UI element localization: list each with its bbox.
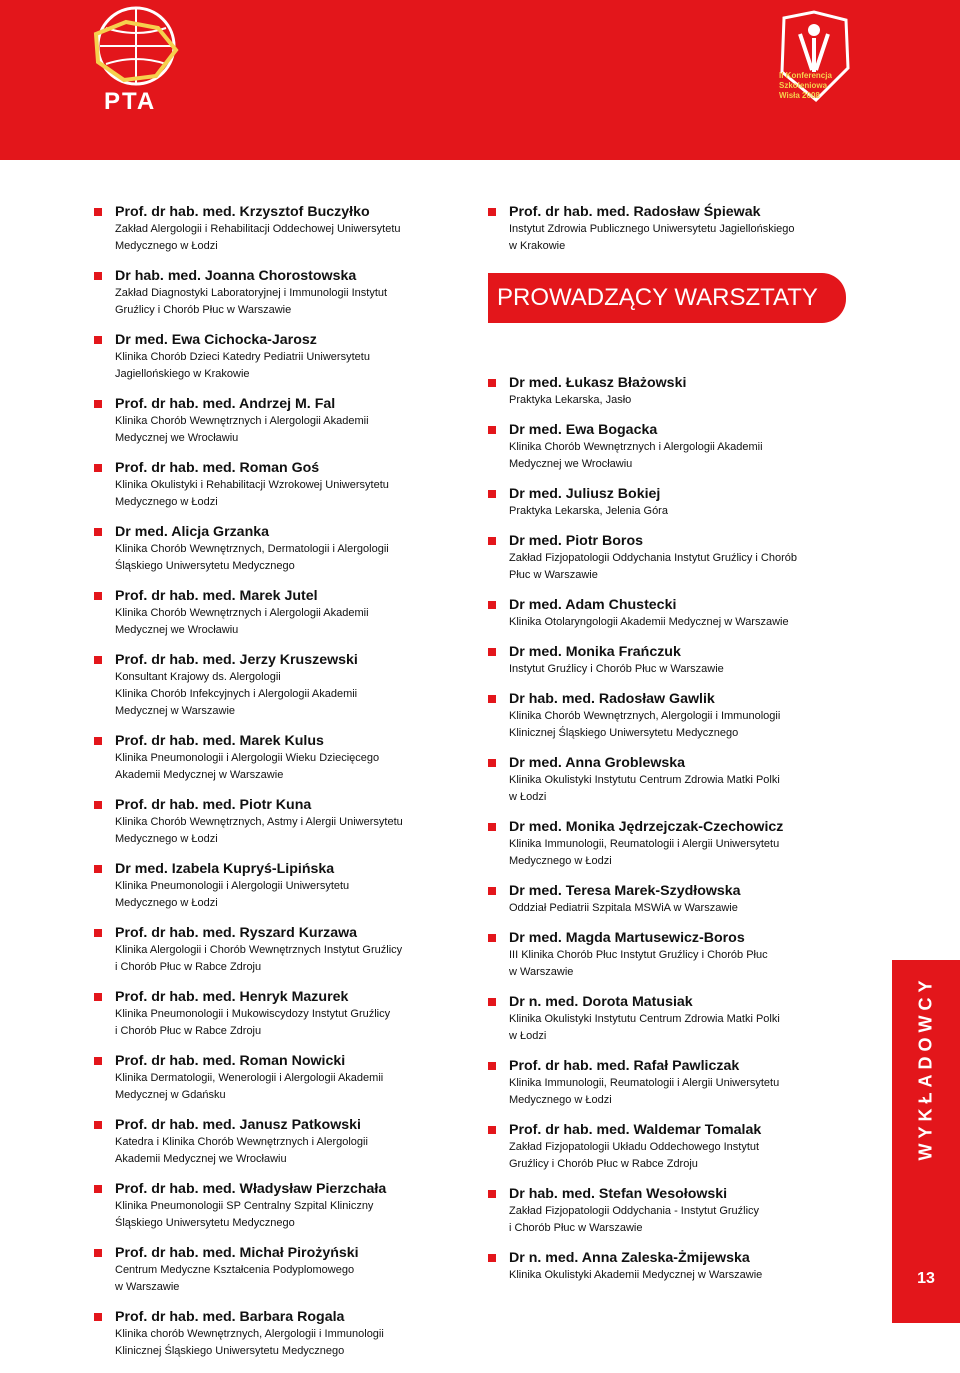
speaker-entry	[94, 733, 464, 784]
speaker-entry	[94, 1117, 464, 1168]
speaker-name: Prof. dr hab. med. Jerzy Kruszewski	[115, 652, 358, 668]
bullet-square-icon	[488, 759, 496, 767]
speaker-affiliation: Klinika Okulistyki i Rehabilitacji Wzrokowej Uniwersytetu	[115, 479, 389, 491]
speaker-entry	[94, 1309, 464, 1360]
speaker-name: Dr hab. med. Radosław Gawlik	[509, 691, 715, 707]
speaker-affiliation: Akademii Medycznej w Warszawie	[115, 769, 284, 781]
page-number: 13	[917, 1270, 935, 1287]
side-label: WYKŁADOWCY	[915, 975, 936, 1161]
speaker-affiliation: Instytut Zdrowia Publicznego Uniwersytetu Jagiellońskiego	[509, 223, 795, 235]
speaker-entry	[488, 533, 818, 584]
speaker-name: Dr n. med. Dorota Matusiak	[509, 994, 693, 1010]
bullet-square-icon	[94, 400, 102, 408]
speaker-name: Prof. dr hab. med. Roman Nowicki	[115, 1053, 346, 1069]
speaker-name: Prof. dr hab. med. Marek Kulus	[115, 733, 324, 749]
conference-logo-text	[779, 71, 832, 101]
speaker-entry	[488, 1250, 818, 1284]
bullet-square-icon	[94, 208, 102, 216]
speaker-affiliation: Medycznego w Łodzi	[509, 1094, 612, 1106]
speaker-affiliation: Klinika Pneumonologii SP Centralny Szpital Kliniczny	[115, 1200, 374, 1212]
speaker-name: Prof. dr hab. med. Michał Pirożyński	[115, 1245, 359, 1261]
speaker-affiliation: Klinika Okulistyki Akademii Medycznej w Warszawie	[509, 1269, 763, 1281]
bullet-square-icon	[94, 528, 102, 536]
bullet-square-icon	[94, 592, 102, 600]
speaker-affiliation: Klinika Okulistyki Instytutu Centrum Zdrowia Matki Polki	[509, 1013, 780, 1025]
speaker-affiliation: Klinika Pneumonologii i Alergologii Wieku Dziecięcego	[115, 752, 380, 764]
speaker-affiliation: Klinika Chorób Wewnętrznych, Alergologii i Immunologii	[509, 710, 781, 722]
bullet-square-icon	[488, 998, 496, 1006]
left-column	[94, 204, 464, 1373]
right-top-list	[488, 204, 818, 255]
right-column	[488, 204, 818, 1297]
bullet-square-icon	[94, 865, 102, 873]
speaker-affiliation: Instytut Gruźlicy i Chorób Płuc w Warszawie	[509, 663, 724, 675]
speaker-entry	[94, 1181, 464, 1232]
bullet-square-icon	[488, 1126, 496, 1134]
bullet-square-icon	[488, 208, 496, 216]
speaker-name: Dr med. Magda Martusewicz-Boros	[509, 930, 745, 946]
speaker-name: Prof. dr hab. med. Andrzej M. Fal	[115, 396, 336, 412]
speaker-affiliation: Medycznego w Łodzi	[509, 855, 612, 867]
bullet-square-icon	[488, 601, 496, 609]
speaker-affiliation: Medycznej w Warszawie	[115, 705, 236, 717]
speaker-name: Dr med. Ewa Cichocka-Jarosz	[115, 332, 317, 348]
speaker-entry	[94, 797, 464, 848]
speaker-affiliation: Klinika Immunologii, Reumatologii i Alergii Uniwersytetu	[509, 1077, 780, 1089]
speaker-affiliation: i Chorób Płuc w Rabce Zdroju	[115, 1025, 262, 1037]
speaker-affiliation: i Chorób Płuc w Warszawie	[509, 1222, 643, 1234]
speaker-affiliation: III Klinika Chorób Płuc Instytut Gruźlicy i Chorób Płuc	[509, 949, 768, 961]
speaker-entry	[488, 1122, 818, 1173]
speaker-affiliation: Medycznego w Łodzi	[115, 897, 218, 909]
speaker-entry	[94, 396, 464, 447]
speaker-affiliation: Medycznego w Łodzi	[115, 833, 218, 845]
speaker-entry	[488, 422, 818, 473]
speaker-entry	[488, 994, 818, 1045]
speaker-affiliation: Klinika chorób Wewnętrznych, Alergologii i Immunologii	[115, 1328, 384, 1340]
speaker-entry	[94, 989, 464, 1040]
speaker-affiliation: Śląskiego Uniwersytetu Medycznego	[115, 560, 295, 572]
speaker-name: Dr med. Monika Jędrzejczak-Czechowicz	[509, 819, 784, 835]
speaker-affiliation: Klinika Otolaryngologii Akademii Medycznej w Warszawie	[509, 616, 789, 628]
speaker-name: Prof. dr hab. med. Radosław Śpiewak	[509, 204, 761, 220]
speaker-name: Dr med. Alicja Grzanka	[115, 524, 270, 540]
bullet-square-icon	[488, 1062, 496, 1070]
speaker-affiliation: Praktyka Lekarska, Jasło	[509, 394, 632, 406]
bullet-square-icon	[488, 695, 496, 703]
speaker-affiliation: w Krakowie	[509, 240, 566, 252]
speaker-name: Prof. dr hab. med. Piotr Kuna	[115, 797, 312, 813]
conference-line: Szkoleniowa	[779, 81, 828, 90]
speaker-affiliation: Centrum Medyczne Kształcenia Podyplomowego	[115, 1264, 355, 1276]
speaker-affiliation: Gruźlicy i Chorób Płuc w Warszawie	[115, 304, 292, 316]
bullet-square-icon	[94, 1313, 102, 1321]
speaker-entry	[488, 930, 818, 981]
speaker-entry	[488, 204, 818, 255]
speaker-affiliation: Jagiellońskiego w Krakowie	[115, 368, 250, 380]
speaker-entry	[94, 1053, 464, 1104]
speaker-entry	[94, 332, 464, 383]
bullet-square-icon	[94, 1185, 102, 1193]
speaker-entry	[94, 460, 464, 511]
speaker-entry	[94, 524, 464, 575]
speaker-name: Dr med. Izabela Kupryś-Lipińska	[115, 861, 335, 877]
speaker-affiliation: Medycznej w Gdańsku	[115, 1089, 226, 1101]
speaker-affiliation: Klinika Chorób Wewnętrznych i Alergologii Akademii	[115, 607, 369, 619]
speaker-affiliation: Akademii Medycznej we Wrocławiu	[115, 1153, 287, 1165]
pta-logo-text: PTA	[104, 88, 157, 115]
speaker-name: Dr med. Juliusz Bokiej	[509, 486, 661, 502]
speaker-affiliation: w Warszawie	[115, 1281, 180, 1293]
speaker-name: Dr med. Łukasz Błażowski	[509, 375, 687, 391]
speaker-name: Prof. dr hab. med. Władysław Pierzchała	[115, 1181, 387, 1197]
speaker-affiliation: Klinika Pneumonologii i Mukowiscydozy Instytut Gruźlicy	[115, 1008, 391, 1020]
bullet-square-icon	[94, 336, 102, 344]
speaker-affiliation: Śląskiego Uniwersytetu Medycznego	[115, 1217, 295, 1229]
speaker-affiliation: Zakład Diagnostyki Laboratoryjnej i Immunologii Instytut	[115, 287, 388, 299]
speaker-name: Prof. dr hab. med. Ryszard Kurzawa	[115, 925, 358, 941]
speaker-affiliation: Klinika Chorób Dzieci Katedry Pediatrii Uniwersytetu	[115, 351, 370, 363]
speaker-affiliation: Klinika Chorób Wewnętrznych, Astmy i Alergii Uniwersytetu	[115, 816, 403, 828]
speaker-name: Prof. dr hab. med. Barbara Rogala	[115, 1309, 345, 1325]
speaker-name: Prof. dr hab. med. Rafał Pawliczak	[509, 1058, 740, 1074]
bullet-square-icon	[488, 537, 496, 545]
bullet-square-icon	[94, 929, 102, 937]
conference-line: Wisła 2008	[779, 91, 820, 100]
speaker-affiliation: Konsultant Krajowy ds. Alergologii	[115, 671, 281, 683]
bullet-square-icon	[94, 464, 102, 472]
speaker-name: Prof. dr hab. med. Marek Jutel	[115, 588, 318, 604]
speaker-entry	[94, 925, 464, 976]
speaker-affiliation: Katedra i Klinika Chorób Wewnętrznych i Alergologii	[115, 1136, 368, 1148]
speaker-name: Dr n. med. Anna Zaleska-Żmijewska	[509, 1250, 750, 1266]
speaker-affiliation: Klinika Pneumonologii i Alergologii Uniwersytetu	[115, 880, 350, 892]
workshop-leaders-list	[488, 375, 818, 1284]
speaker-name: Dr med. Ewa Bogacka	[509, 422, 658, 438]
speaker-affiliation: Klinika Chorób Infekcyjnych i Alergologii Akademii	[115, 688, 358, 700]
speaker-name: Dr hab. med. Joanna Chorostowska	[115, 268, 357, 284]
speaker-entry	[488, 375, 818, 409]
speaker-name: Prof. dr hab. med. Henryk Mazurek	[115, 989, 349, 1005]
speaker-affiliation: Klinika Dermatologii, Wenerologii i Alergologii Akademii	[115, 1072, 384, 1084]
bullet-square-icon	[488, 490, 496, 498]
speaker-entry	[488, 1058, 818, 1109]
speaker-entry	[488, 883, 818, 917]
bullet-square-icon	[488, 1190, 496, 1198]
speaker-name: Prof. dr hab. med. Krzysztof Buczyłko	[115, 204, 370, 220]
bullet-square-icon	[94, 656, 102, 664]
speaker-affiliation: Zakład Fizjopatologii Układu Oddechowego Instytut	[509, 1141, 760, 1153]
speaker-affiliation: Zakład Alergologii i Rehabilitacji Oddechowej Uniwersytetu	[115, 223, 401, 235]
speaker-affiliation: Klinika Chorób Wewnętrznych, Dermatologii i Alergologii	[115, 543, 389, 555]
speaker-name: Dr med. Piotr Boros	[509, 533, 644, 549]
bullet-square-icon	[488, 887, 496, 895]
speaker-affiliation: Oddział Pediatrii Szpitala MSWiA w Warszawie	[509, 902, 738, 914]
speaker-affiliation: Klinicznej Śląskiego Uniwersytetu Medycznego	[509, 727, 739, 739]
speaker-entry	[488, 597, 818, 631]
speaker-affiliation: Klinika Chorób Wewnętrznych i Alergologii Akademii	[509, 441, 763, 453]
speaker-name: Prof. dr hab. med. Waldemar Tomalak	[509, 1122, 762, 1138]
speaker-affiliation: Medycznej we Wrocławiu	[115, 624, 239, 636]
bullet-square-icon	[94, 993, 102, 1001]
bullet-square-icon	[94, 1121, 102, 1129]
speaker-entry	[488, 819, 818, 870]
bullet-square-icon	[94, 1249, 102, 1257]
speaker-name: Dr med. Monika Frańczuk	[509, 644, 681, 660]
speaker-affiliation: Medycznego w Łodzi	[115, 240, 218, 252]
speaker-affiliation: Klinika Immunologii, Reumatologii i Alergii Uniwersytetu	[509, 838, 780, 850]
speaker-name: Prof. dr hab. med. Janusz Patkowski	[115, 1117, 361, 1133]
speaker-name: Prof. dr hab. med. Roman Goś	[115, 460, 320, 476]
speaker-affiliation: Medycznej we Wrocławiu	[509, 458, 633, 470]
section-title: PROWADZĄCY WARSZTATY	[488, 273, 846, 323]
speaker-affiliation: Klinika Chorób Wewnętrznych i Alergologii Akademii	[115, 415, 369, 427]
speaker-affiliation: w Łodzi	[509, 1030, 547, 1042]
speaker-affiliation: Klinicznej Śląskiego Uniwersytetu Medycznego	[115, 1345, 345, 1357]
speaker-entry	[488, 486, 818, 520]
speaker-affiliation: i Chorób Płuc w Rabce Zdroju	[115, 961, 262, 973]
speaker-affiliation: w Łodzi	[509, 791, 547, 803]
speaker-affiliation: Zakład Fizjopatologii Oddychania Instytut Gruźlicy i Chorób	[509, 552, 797, 564]
speaker-affiliation: Zakład Fizjopatologii Oddychania - Instytut Gruźlicy	[509, 1205, 760, 1217]
speaker-entry	[94, 204, 464, 255]
bullet-square-icon	[488, 1254, 496, 1262]
bullet-square-icon	[94, 1057, 102, 1065]
speaker-affiliation: Płuc w Warszawie	[509, 569, 598, 581]
bullet-square-icon	[488, 934, 496, 942]
bullet-square-icon	[488, 823, 496, 831]
speaker-entry	[488, 644, 818, 678]
speaker-entry	[94, 652, 464, 720]
bullet-square-icon	[94, 801, 102, 809]
speaker-entry	[488, 691, 818, 742]
speaker-affiliation: w Warszawie	[509, 966, 574, 978]
bullet-square-icon	[94, 272, 102, 280]
speaker-entry	[94, 268, 464, 319]
speaker-affiliation: Praktyka Lekarska, Jelenia Góra	[509, 505, 668, 517]
speaker-name: Dr med. Anna Groblewska	[509, 755, 686, 771]
speaker-entry	[94, 861, 464, 912]
speaker-entry	[488, 755, 818, 806]
speaker-name: Dr hab. med. Stefan Wesołowski	[509, 1186, 728, 1202]
bullet-square-icon	[488, 648, 496, 656]
speaker-affiliation: Medycznego w Łodzi	[115, 496, 218, 508]
speaker-entry	[94, 1245, 464, 1296]
speaker-affiliation: Gruźlicy i Chorób Płuc w Rabce Zdroju	[509, 1158, 698, 1170]
speaker-affiliation: Klinika Alergologii i Chorób Wewnętrznych Instytut Gruźlicy	[115, 944, 403, 956]
speaker-affiliation: Medycznej we Wrocławiu	[115, 432, 239, 444]
speaker-entry	[488, 1186, 818, 1237]
speaker-name: Dr med. Teresa Marek-Szydłowska	[509, 883, 741, 899]
speaker-entry	[94, 588, 464, 639]
bullet-square-icon	[94, 737, 102, 745]
speaker-affiliation: Klinika Okulistyki Instytutu Centrum Zdrowia Matki Polki	[509, 774, 780, 786]
header-banner	[0, 0, 960, 160]
speaker-name: Dr med. Adam Chustecki	[509, 597, 677, 613]
bullet-square-icon	[488, 426, 496, 434]
conference-line: II Konferencja	[779, 71, 832, 80]
bullet-square-icon	[488, 379, 496, 387]
